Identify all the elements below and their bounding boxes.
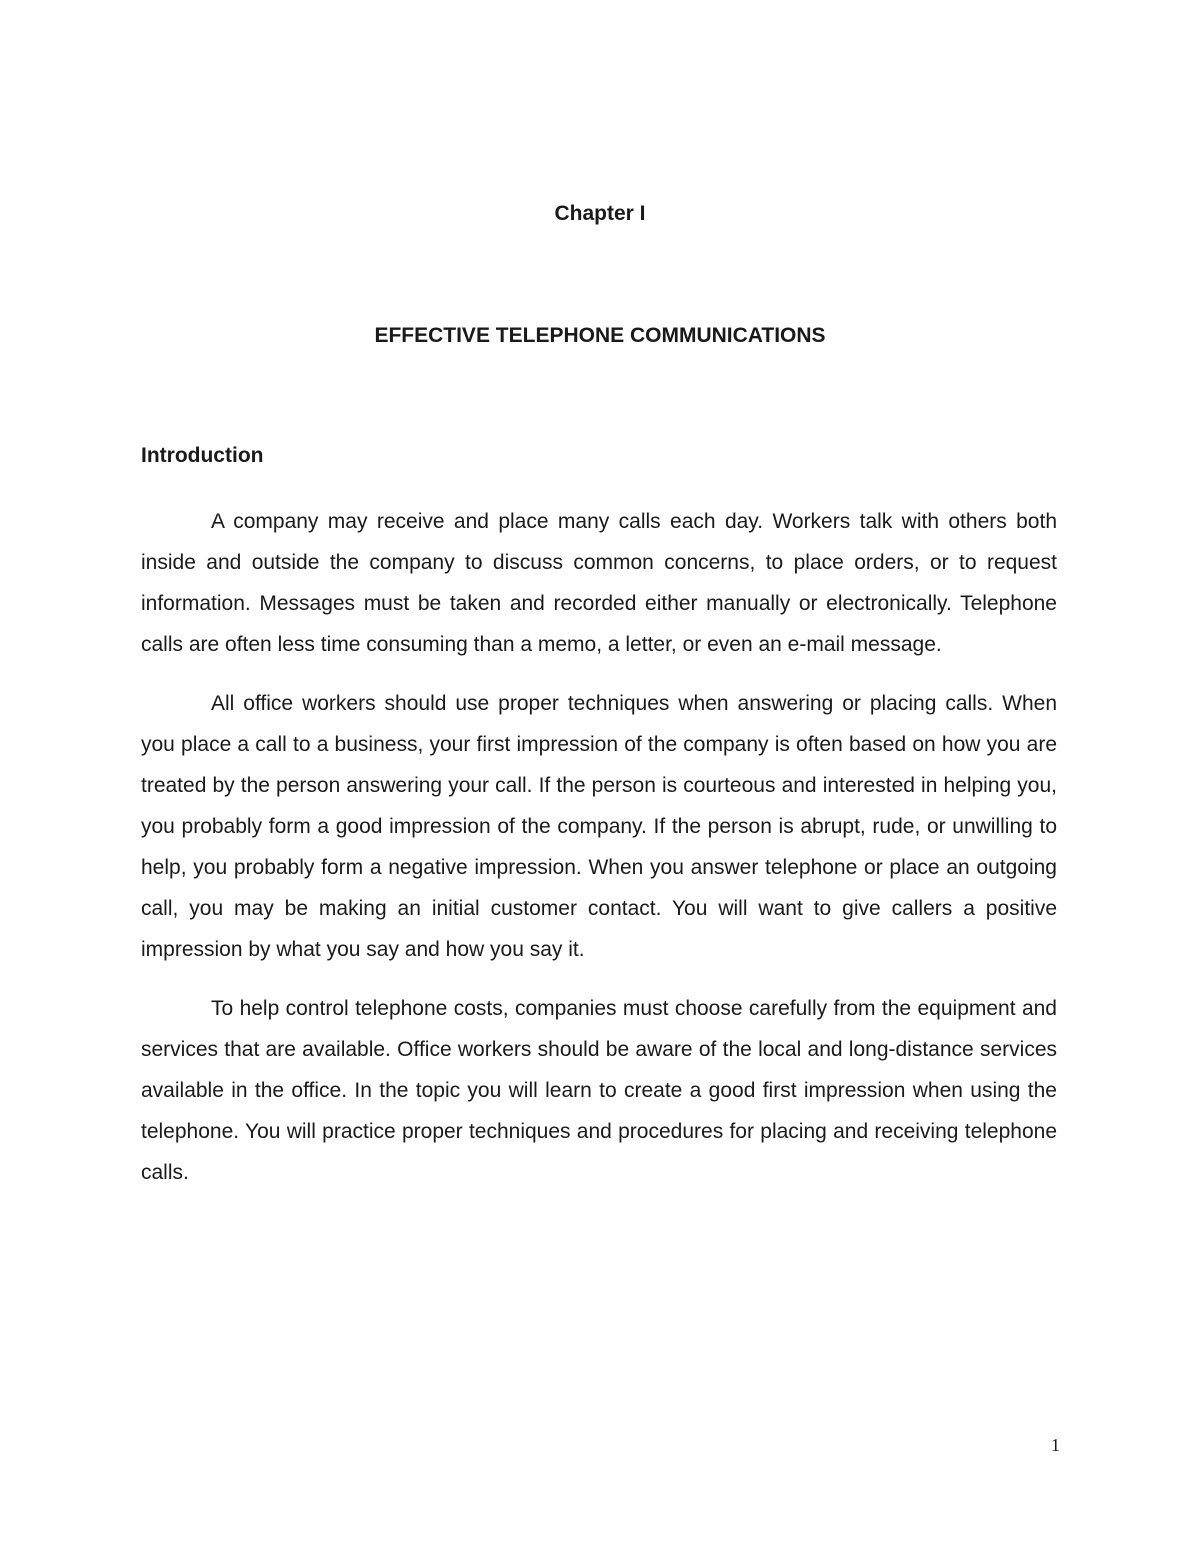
- body-text: [141, 501, 1057, 1211]
- chapter-title: EFFECTIVE TELEPHONE COMMUNICATIONS: [374, 324, 826, 347]
- paragraph-3: To help control telephone costs, companies must choose carefully from the equipment and services that are available. Office workers should be aware of the local and long-distance services available in the office. In the topic you will learn to create a good first impression when using the telephone. You will practice proper techniques and procedures for placing and receiving telephone calls.: [141, 997, 1057, 1184]
- chapter-heading: Chapter I: [554, 202, 646, 225]
- section-heading: Introduction: [141, 444, 264, 467]
- page-number: 1: [1051, 1435, 1060, 1455]
- paragraph-1: A company may receive and place many calls each day. Workers talk with others both inside and outside the company to discuss common concerns, to place orders, or to request information. Messages must be taken and recorded either manually or electronically. Telephone calls are often less time consuming than a memo, a letter, or even an e-mail message.: [141, 510, 1057, 656]
- paragraph-2: All office workers should use proper techniques when answering or placing calls. When you place a call to a business, your first impression of the company is often based on how you are treated by the person answering your call. If the person is courteous and interested in helping you, you probably form a good impression of the company. If the person is abrupt, rude, or unwilling to help, you probably form a negative impression. When you answer telephone or place an outgoing call, you may be making an initial customer contact. You will want to give callers a positive impression by what you say and how you say it.: [141, 692, 1057, 961]
